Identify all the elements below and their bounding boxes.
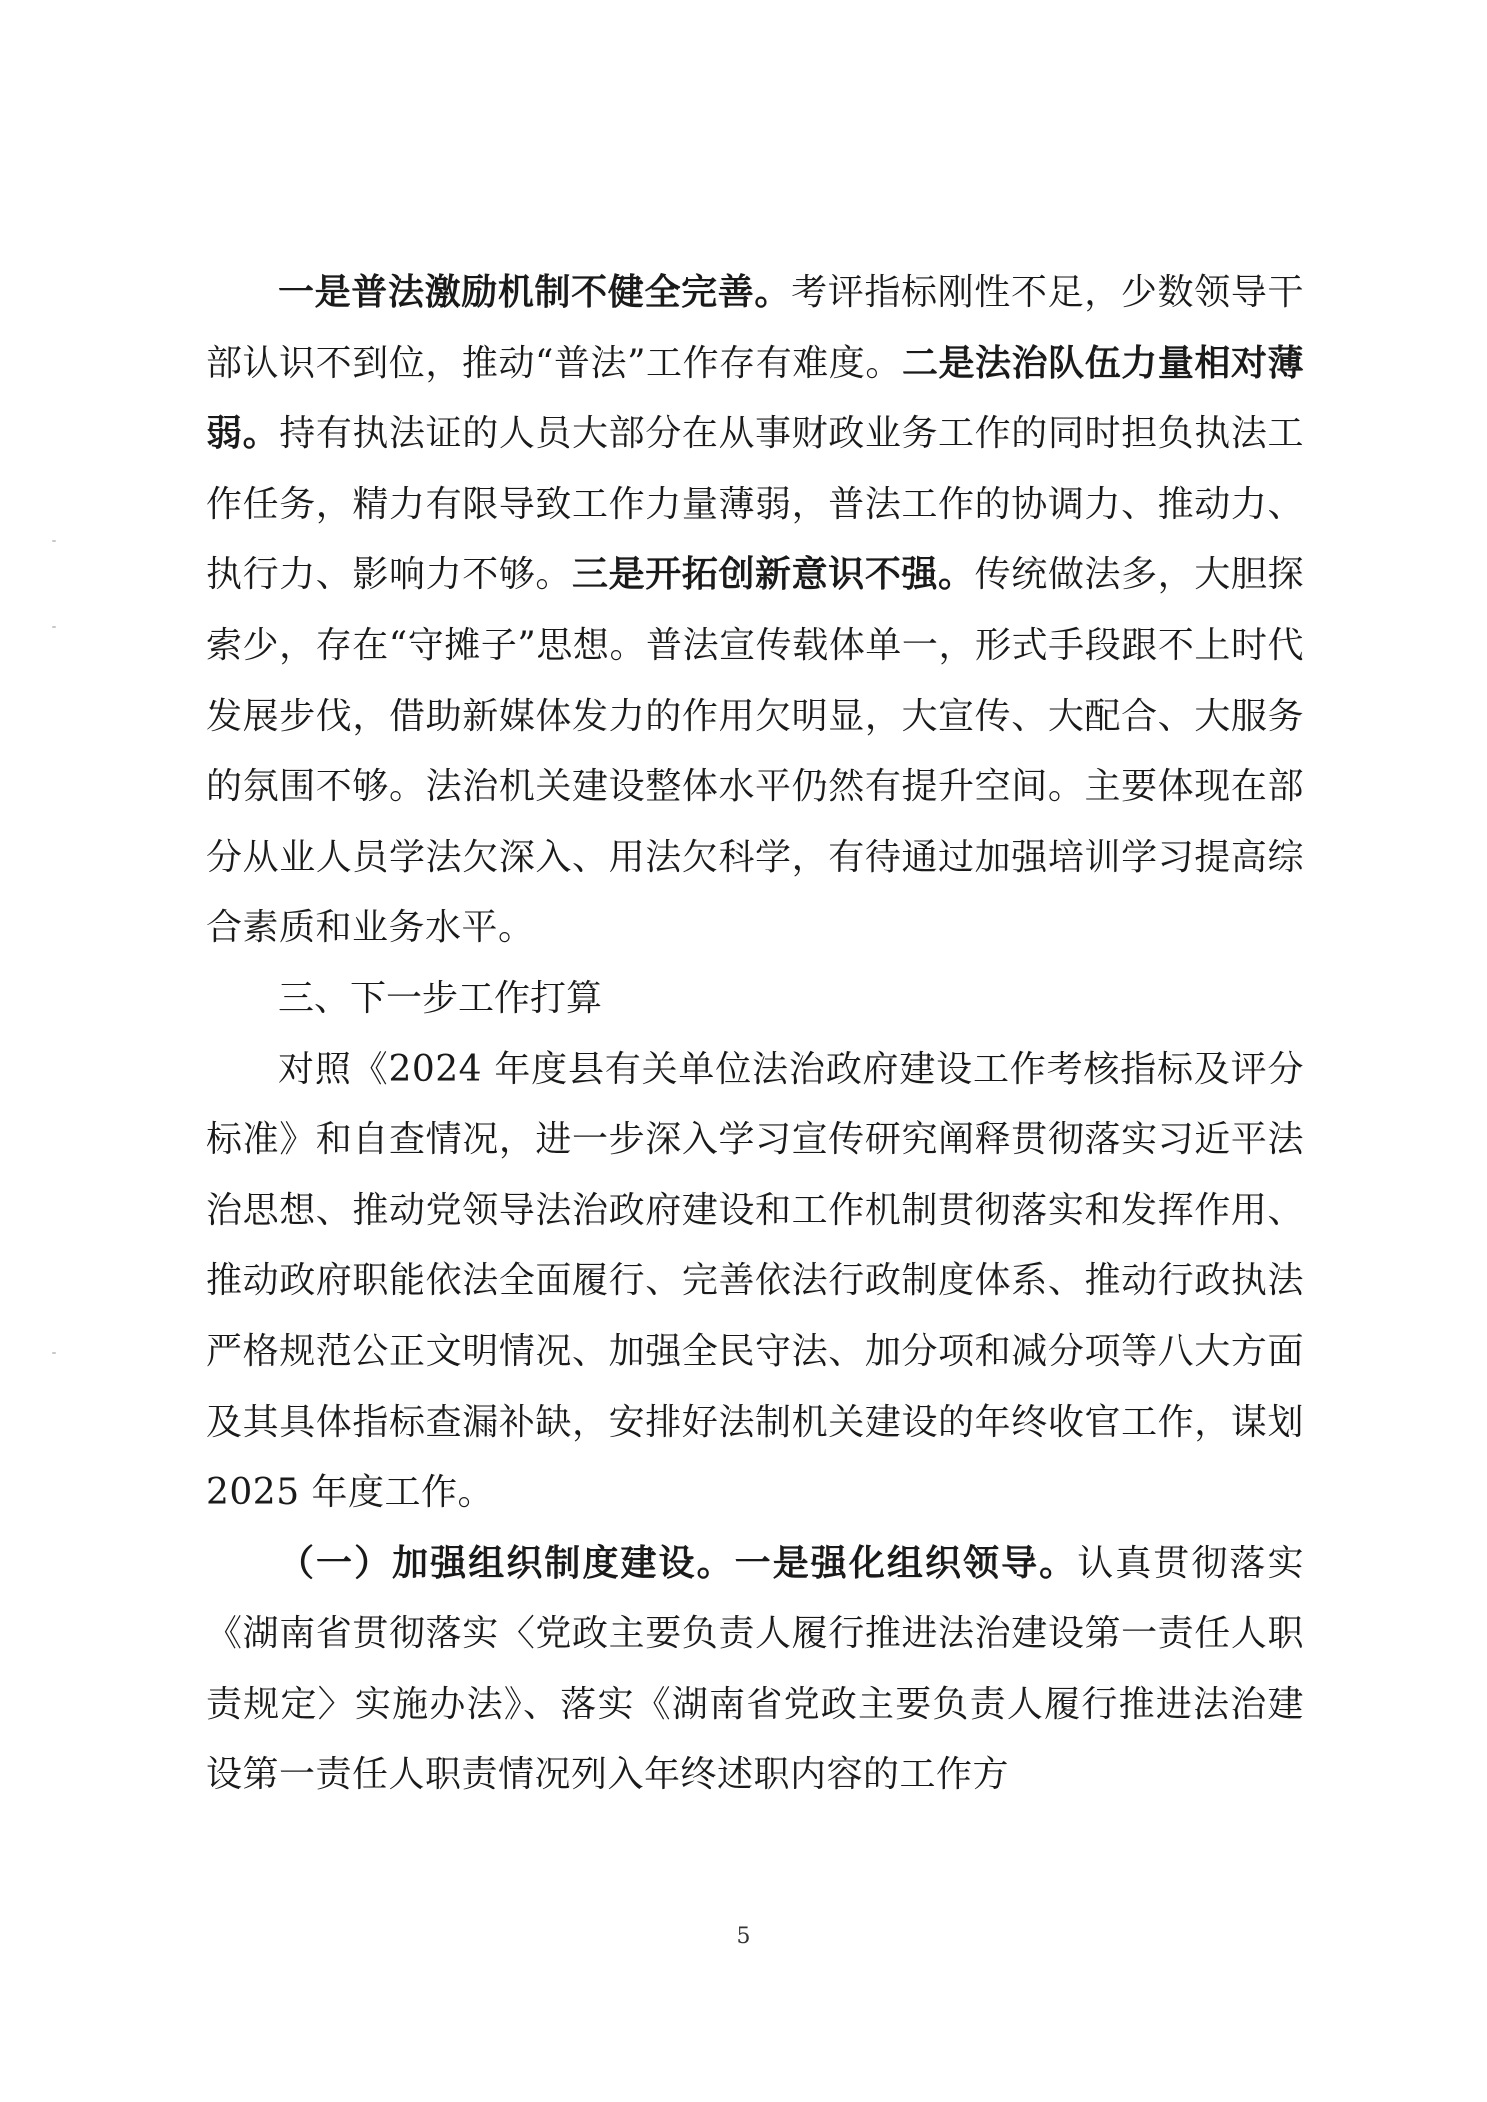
text-run: 认真贯彻落实《湖南省贯彻落实〈党政主要负责人履行推进法治建设第一责任人职责规定〉实施办法》、落实《湖南省党政主要负责人履行推进法治建设第一责任人职责情况列入年终述职内容的工作方 [206,1542,1304,1796]
section-heading: 三、下一步工作打算 [278,977,603,1019]
paragraph-problems [206,258,1304,964]
text-run: 传统做法多，大胆探索少，存在“守摊子”思想。普法宣传载体单一，形式手段跟不上时代发展步伐，借助新媒体发力的作用欠明显，大宣传、大配合、大服务的氛围不够。法治机关建设整体水平仍然有提升空间。主要体现在部分从业人员学法欠深入、用法欠科学，有待通过加强培训学习提高综合素质和业务水平。 [206,554,1304,949]
scan-speck [52,540,56,542]
paragraph-plan: 对照《2024 年度县有关单位法治政府建设工作考核指标及评分标准》和自查情况，进一步深入学习宣传研究阐释贯彻落实习近平法治思想、推动党领导法治政府建设和工作机制贯彻落实和发挥作用、推动政府职能依法全面履行、完善依法行政制度体系、推动行政执法严格规范公正文明情况、加强全民守法、加分项和减分项等八大方面及其具体指标查漏补缺，安排好法制机关建设的年终收官工作，谋划 2025 年度工作。 [206,1048,1304,1514]
bold-lead-2: 二是法治队伍力量相对薄弱。 [206,342,1304,455]
text-run: 考评指标刚性不足，少数领导干部认识不到位，推动“普法”工作存有难度。 [206,272,1304,384]
document-body [206,258,1304,1811]
bold-lead-1: 一是普法激励机制不健全完善。 [278,272,792,313]
page-number: 5 [736,1924,751,1949]
bold-lead: 一是强化组织领导。 [734,1542,1078,1584]
scan-speck [52,1352,56,1354]
paragraph-organization [206,1529,1304,1811]
scan-speck [52,626,56,628]
text-run: 持有执法证的人员大部分在从事财政业务工作的同时担负执法工作任务，精力有限导致工作力量薄弱，普法工作的协调力、推动力、执行力、影响力不够。 [206,413,1304,596]
subheading: （一）加强组织制度建设。 [278,1542,735,1584]
bold-lead-3: 三是开拓创新意识不强。 [572,554,975,596]
